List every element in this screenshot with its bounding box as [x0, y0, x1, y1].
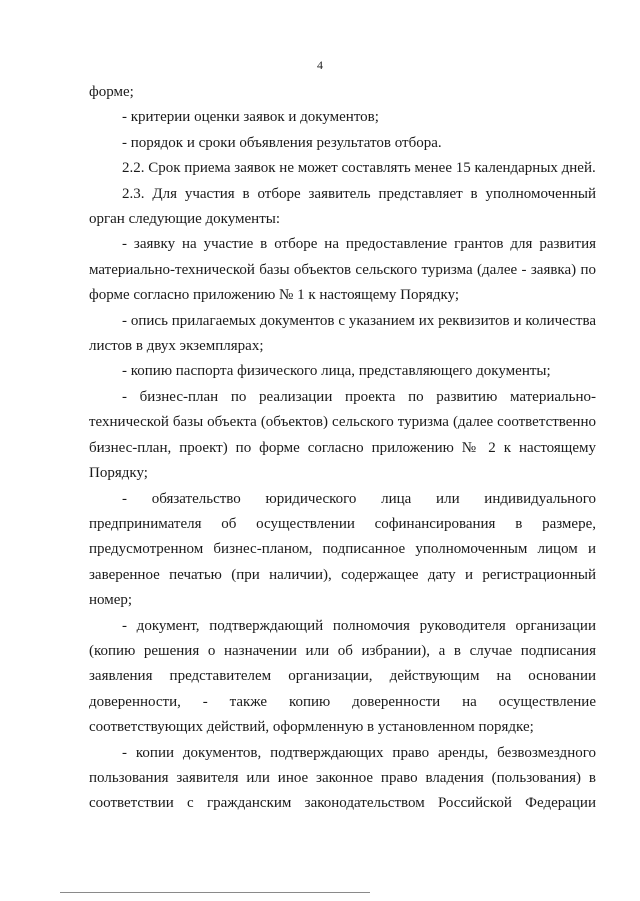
- paragraph-application: - заявку на участие в отборе на предоставление грантов для развития материально-технической базы объектов сельского туризма (далее - заявка) по форме согласно приложению № 1 к настоящему Порядку;: [89, 236, 596, 304]
- paragraph-passport: - копию паспорта физического лица, представляющего документы;: [122, 363, 551, 380]
- paragraph-continuation: форме;: [89, 84, 134, 100]
- paragraph-business-plan: - бизнес-план по реализации проекта по развитию материально-технической базы объекта (объектов) сельского туризма (далее соответственно бизнес-план, проект) по форме согласно приложению № 2 к настоящему Порядку;: [89, 388, 596, 482]
- paragraph-results-order: - порядок и сроки объявления результатов отбора.: [122, 134, 442, 151]
- document-body: [89, 80, 596, 817]
- paragraph-criteria: - критерии оценки заявок и документов;: [122, 109, 379, 126]
- page-number: 4: [317, 58, 323, 72]
- paragraph-2-3: 2.3. Для участия в отборе заявитель представляет в уполномоченный орган следующие документы:: [89, 185, 596, 228]
- paragraph-lease-documents: - копии документов, подтверждающих право аренды, безвозмездного пользования заявителя или иное законное право владения (пользования) в соответствии с гражданским законодательством Российской Федерации: [89, 744, 596, 812]
- scan-edge-line: [60, 892, 370, 893]
- paragraph-authority-document: - документ, подтверждающий полномочия руководителя организации (копию решения о назначении или об избрании), а в случае подписания заявления представителем организации, действующим на основании доверенности, - также копию доверенности на осуществление соответствующих действий, оформленную в установленном порядке;: [89, 617, 596, 736]
- paragraph-obligation: - обязательство юридического лица или индивидуального предпринимателя об осуществлении софинансирования в размере, предусмотренном бизнес-планом, подписанное уполномоченным лицом и заверенное печатью (при наличии), содержащее дату и регистрационный номер;: [89, 490, 596, 609]
- paragraph-inventory: - опись прилагаемых документов с указанием их реквизитов и количества листов в двух экземплярах;: [89, 312, 596, 355]
- paragraph-2-2: 2.2. Срок приема заявок не может составлять менее 15 календарных дней.: [122, 160, 596, 177]
